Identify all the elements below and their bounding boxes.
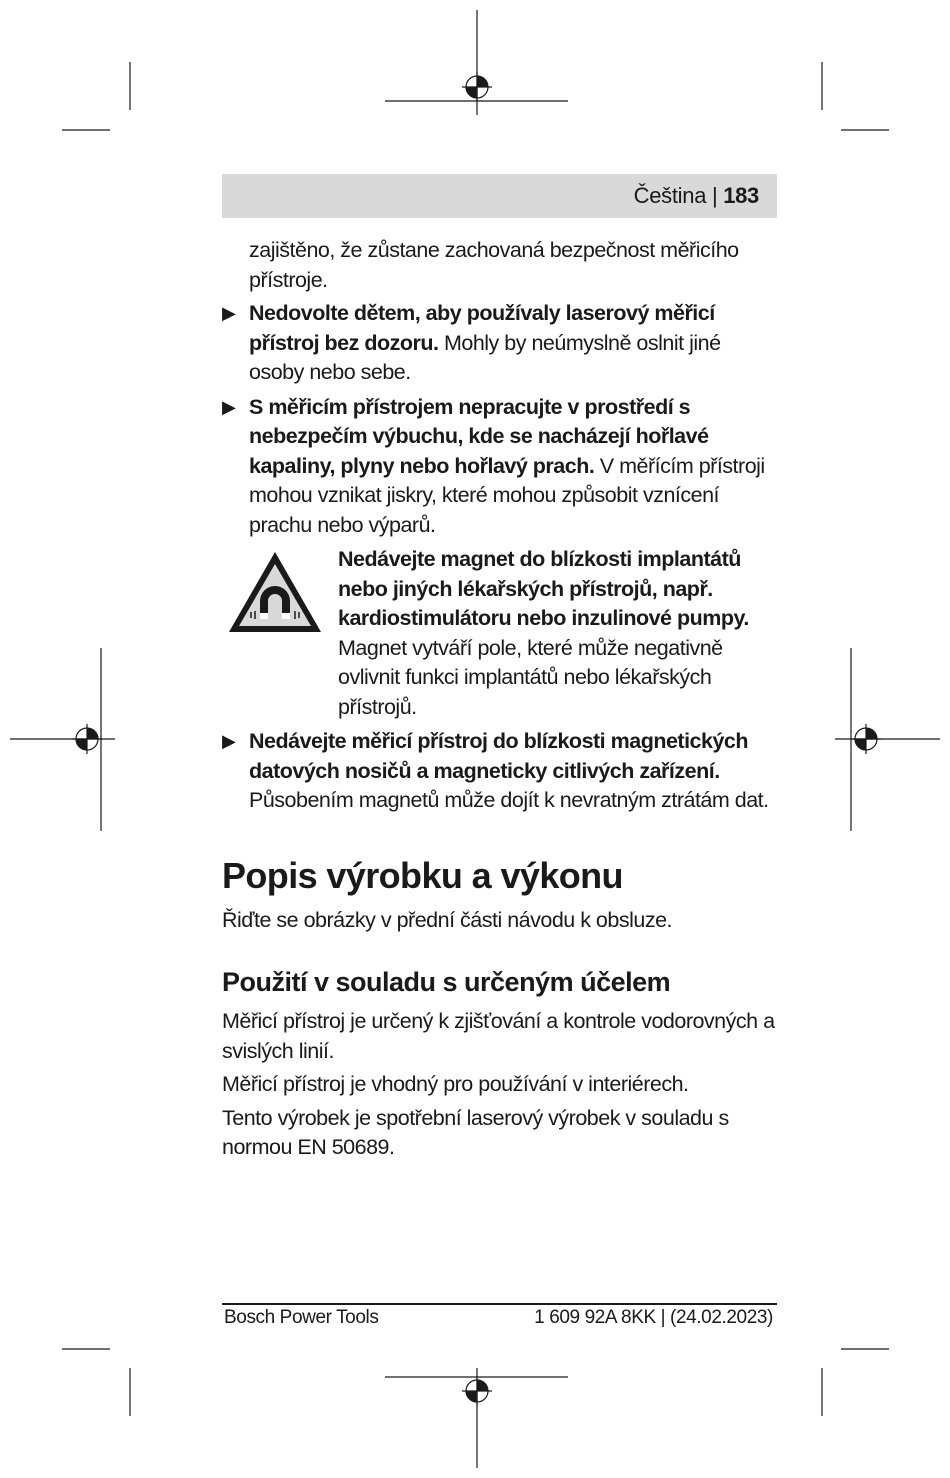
footer-doc-number: 1 609 92A 8KK | (24.02.2023) bbox=[534, 1307, 773, 1328]
page-number: 183 bbox=[723, 183, 759, 208]
bullet-bold-text: S měřicím přístrojem nepracujte v prostředí s nebezpečím výbuchu, kde se nacházejí hořlavé kapaliny, plyny nebo hořlavý prach. bbox=[249, 394, 709, 478]
magnet-warning-icon bbox=[226, 549, 324, 635]
header-separator: | bbox=[711, 183, 718, 208]
bullet-arrow-icon: ▶ bbox=[222, 303, 236, 323]
usage-paragraph: Tento výrobek je spotřební laserový výrobek v souladu s normou EN 50689. bbox=[222, 1105, 729, 1159]
bullet-bold-text: Nedávejte měřicí přístroj do blízkosti magnetických datových nosičů a magneticky citlivých zařízení. bbox=[249, 729, 749, 783]
bullet-text: Mohly by neúmyslně oslnit jiné osoby nebo sebe. bbox=[249, 330, 721, 384]
usage-paragraph: Měřicí přístroj je vhodný pro používání v interiérech. bbox=[222, 1072, 689, 1096]
page-content bbox=[222, 236, 777, 1167]
usage-paragraph: Měřicí přístroj je určený k zjišťování a kontrole vodorovných a svislých linií. bbox=[222, 1009, 775, 1063]
safety-bullet-explosion bbox=[222, 393, 777, 541]
header-text bbox=[634, 183, 759, 209]
section-title: Popis výrobku a výkonu bbox=[222, 854, 623, 896]
continued-paragraph: zajištěno, že zůstane zachovaná bezpečnost měřicího přístroje. bbox=[249, 238, 739, 292]
header-language: Čeština bbox=[633, 183, 707, 208]
footer-brand: Bosch Power Tools bbox=[224, 1307, 379, 1328]
footer-rule bbox=[222, 1303, 777, 1305]
safety-bullet-children bbox=[222, 299, 777, 388]
page-header bbox=[222, 174, 777, 218]
bullet-arrow-icon: ▶ bbox=[222, 731, 236, 751]
bullet-text: V měřícím přístroji mohou vznikat jiskry, které mohou způsobit vznícení prachu nebo výparů. bbox=[249, 453, 765, 537]
warning-text: Magnet vytváří pole, které může negativně ovlivnit funkci implantátů nebo lékařských přístrojů. bbox=[338, 635, 723, 719]
bullet-text: Působením magnetů může dojít k nevratným ztrátám dat. bbox=[249, 788, 769, 812]
safety-bullet-data-carriers bbox=[222, 727, 777, 816]
subsection-title: Použití v souladu s určeným účelem bbox=[222, 967, 671, 997]
magnet-warning bbox=[222, 545, 777, 722]
section-intro: Řiďte se obrázky v přední části návodu k obsluze. bbox=[222, 907, 673, 932]
warning-bold-text: Nedávejte magnet do blízkosti implantátů nebo jiných lékařských přístrojů, např. kardiostimulátoru nebo inzulinové pumpy. bbox=[338, 547, 749, 630]
bullet-arrow-icon: ▶ bbox=[222, 396, 236, 417]
bullet-bold-text: Nedovolte dětem, aby používaly laserový měřicí přístroj bez dozoru. bbox=[249, 301, 715, 355]
